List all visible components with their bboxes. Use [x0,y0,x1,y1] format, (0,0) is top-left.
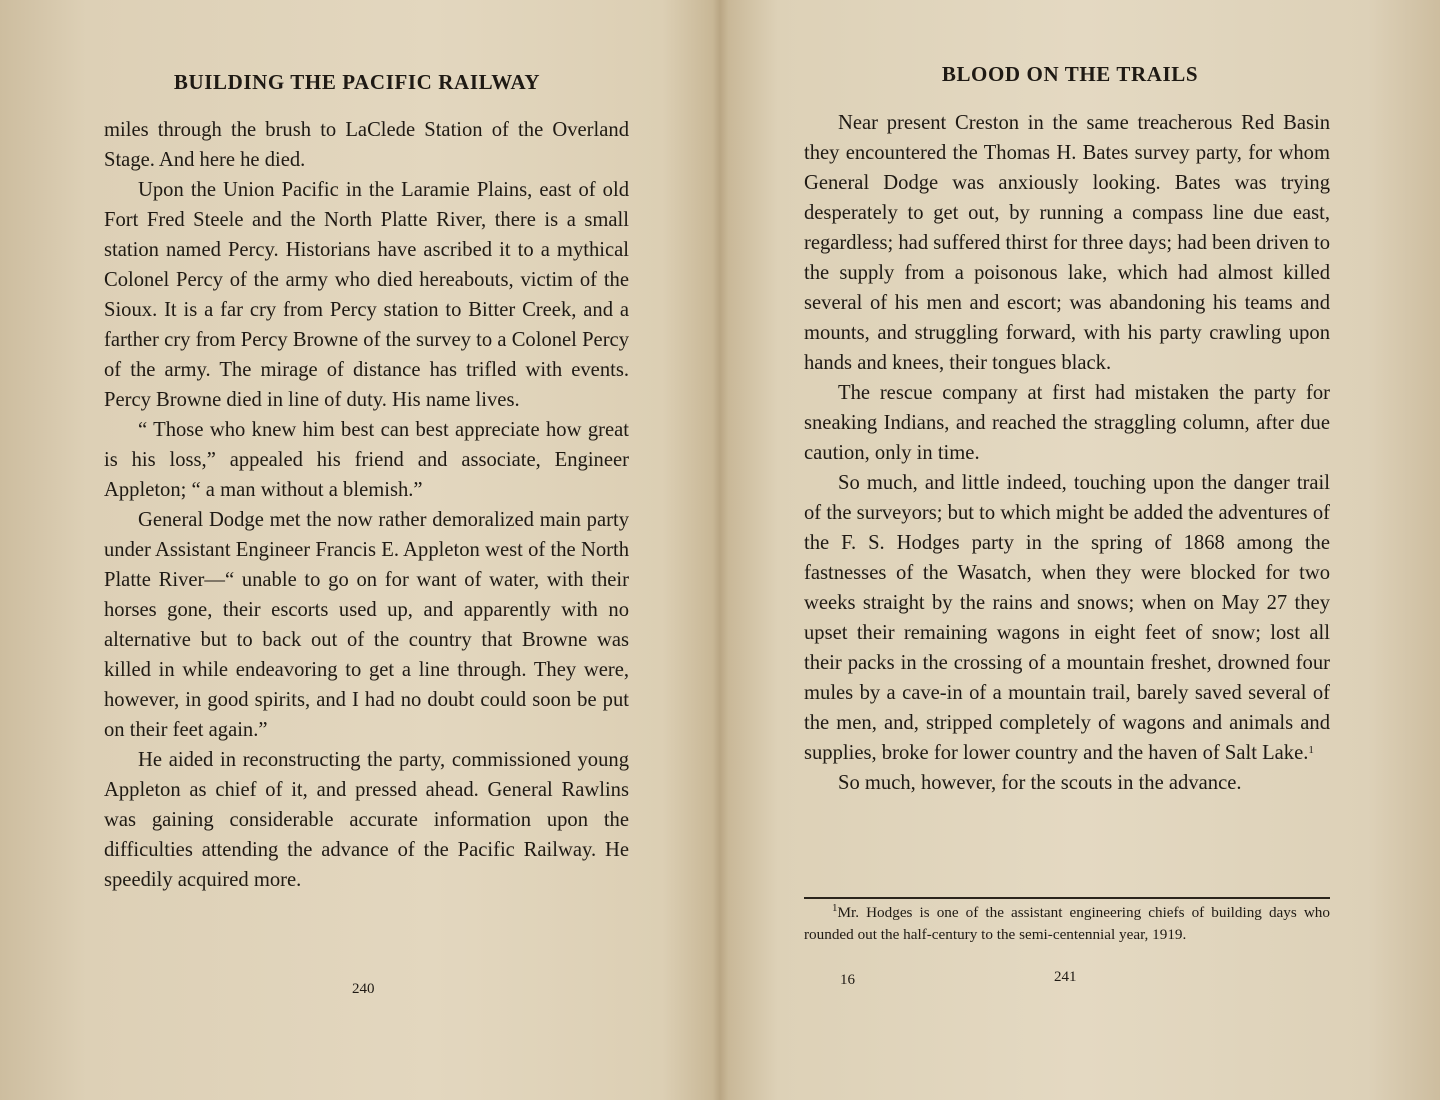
left-text-block [104,115,629,895]
left-paragraph-4: General Dodge met the now rather demoralized main party under Assistant Engineer Francis E. Appleton west of the North Platte River—“ unable to go on for want of water, with their horses gone, their escorts used up, and apparently with no alternative but to back out of the country that Browne was killed in while endeavoring to get a line through. They were, however, in good spirits, and I had no doubt could soon be put on their feet again.” [104,509,629,741]
footnote [804,902,1330,946]
right-text-block [804,108,1330,798]
right-page-number: 241 [1054,969,1077,985]
footnote-divider [804,897,1330,899]
left-paragraph-5: He aided in reconstructing the party, commissioned young Appleton as chief of it, and pressed ahead. General Rawlins was gaining considerable accurate information upon the difficulties attending the advance of the Pacific Railway. He speedily acquired more. [104,749,629,891]
right-paragraph-4: So much, however, for the scouts in the advance. [838,772,1242,794]
right-paragraph-3-text: So much, and little indeed, touching upon the danger trail of the surveyors; but to which might be added the adventures of the F. S. Hodges party in the spring of 1868 among the fastnesses of the Wasatch, when they were blocked for two weeks straight by the rains and snows; when on May 27 they upset their remaining wagons in eight feet of snow; lost all their packs in the crossing of a mountain freshet, drowned four mules by a cave-in of a mountain trail, barely saved several of the men, and, stripped completely of wagons and animals and supplies, broke for lower country and the haven of Salt Lake. [804,472,1330,764]
left-paragraph-3: “ Those who knew him best can best appreciate how great is his loss,” appealed his friend and associate, Engineer Appleton; “ a man without a blemish.” [104,419,629,501]
left-paragraph-2: Upon the Union Pacific in the Laramie Plains, east of old Fort Fred Steele and the North Platte River, there is a small station named Percy. Historians have ascribed it to a mythical Colonel Percy of the army who died hereabouts, victim of the Sioux. It is a far cry from Percy station to Bitter Creek, and a farther cry from Percy Browne of the survey to a Colonel Percy of the army. The mirage of distance has trifled with events. Percy Browne died in line of duty. His name lives. [104,179,629,411]
footnote-marker: 1 [832,902,838,914]
right-page [720,0,1440,1100]
footnote-reference: 1 [1308,744,1314,756]
right-paragraph-2: The rescue company at first had mistaken the party for sneaking Indians, and reached the straggling column, after due caution, only in time. [804,382,1330,464]
right-running-head: BLOOD ON THE TRAILS [941,62,1199,86]
footnote-text: Mr. Hodges is one of the assistant engineering chiefs of building days who rounded out the half-century to the semi-centennial year, 1919. [804,904,1330,943]
signature-mark: 16 [840,972,855,988]
right-paragraph-1: Near present Creston in the same treacherous Red Basin they encountered the Thomas H. Bates survey party, for whom General Dodge was anxiously looking. Bates was trying desperately to get out, by running a compass line due east, regardless; had suffered thirst for three days; had been driven to the supply from a poisonous lake, which had almost killed several of his men and escort; was abandoning his teams and mounts, and struggling forward, with his party crawling upon hands and knees, their tongues black. [804,112,1330,374]
left-running-head: BUILDING THE PACIFIC RAILWAY [173,70,541,94]
left-page-number: 240 [352,981,375,997]
right-paragraph-3 [804,468,1330,768]
left-paragraph-1: miles through the brush to LaClede Station of the Overland Stage. And here he died. [104,119,629,171]
